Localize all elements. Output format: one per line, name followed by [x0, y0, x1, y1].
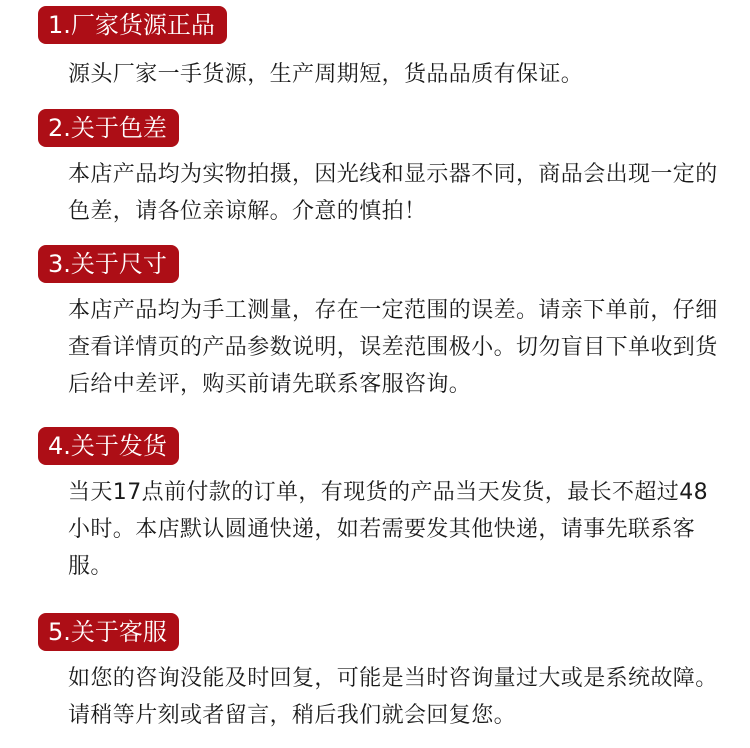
section-body-size: 本店产品均为手工测量，存在一定范围的误差。请亲下单前，仔细查看详情页的产品参数说明，误差范围极小。切勿盲目下单收到货后给中差评，购买前请先联系客服咨询。 [68, 298, 718, 397]
section-title-size: 3.关于尺寸 [38, 245, 179, 283]
section-body-genuine-source: 源头厂家一手货源，生产周期短，货品品质有保证。 [68, 62, 584, 87]
section-body-color-difference: 本店产品均为实物拍摄，因光线和显示器不同，商品会出现一定的色差，请各位亲谅解。介意的慎拍！ [68, 162, 718, 224]
section-title-genuine-source: 1.厂家货源正品 [38, 6, 227, 44]
section-body-shipping: 当天17点前付款的订单，有现货的产品当天发货，最长不超过48小时。本店默认圆通快递，如若需要发其他快递，请事先联系客服。 [68, 480, 708, 579]
section-title-customer-service: 5.关于客服 [38, 613, 179, 651]
section-title-color-difference: 2.关于色差 [38, 109, 179, 147]
section-body-customer-service: 如您的咨询没能及时回复，可能是当时咨询量过大或是系统故障。请稍等片刻或者留言，稍后我们就会回复您。 [68, 666, 718, 728]
section-title-shipping: 4.关于发货 [38, 427, 179, 465]
